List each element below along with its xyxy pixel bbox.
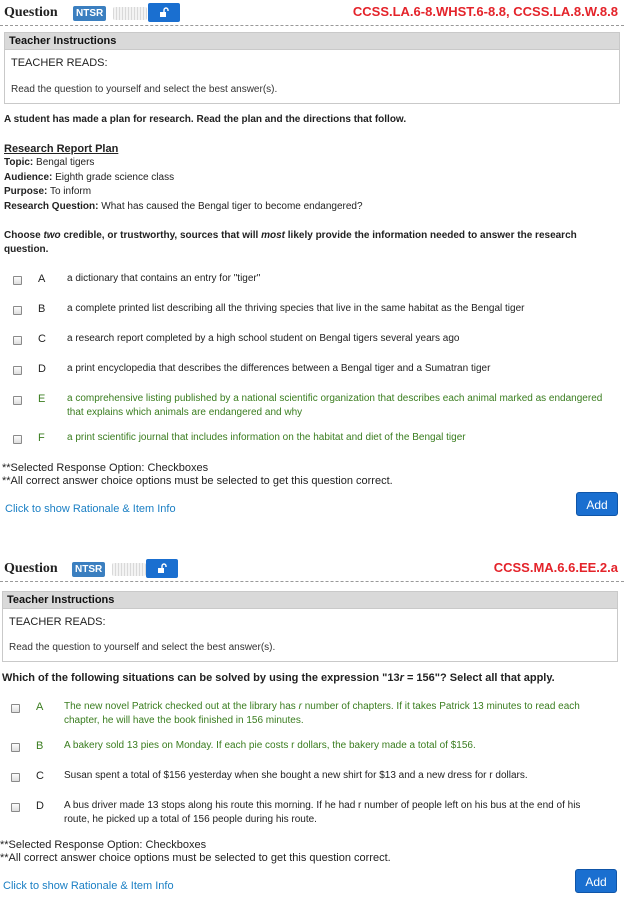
- teacher-text: Read the question to yourself and select the best answer(s).: [9, 642, 276, 653]
- all-correct-note: **All correct answer choice options must be selected to get this question correct.: [2, 475, 393, 487]
- teacher-reads: TEACHER READS:: [9, 616, 106, 628]
- option-text: a comprehensive listing published by a national scientific organization that describes each animal marked as endangered that explains which animals are endangered and why: [67, 393, 603, 418]
- option-letter: E: [38, 393, 46, 405]
- all-correct-note: **All correct answer choice options must be selected to get this question correct.: [0, 852, 391, 864]
- question-header: [0, 0, 624, 26]
- option-text: The new novel Patrick checked out at the library has r number of chapters. If it takes Patrick 13 minutes to read each chapter, he will have the book finished in 156 minutes.: [64, 701, 580, 726]
- plan-research-question: Research Question: What has caused the Bengal tiger to become endangered?: [4, 201, 363, 212]
- option-letter: C: [38, 333, 46, 345]
- teacher-text: Read the question to yourself and select the best answer(s).: [11, 84, 278, 95]
- standard-code: CCSS.LA.6-8.WHST.6-8.8, CCSS.LA.8.W.8.8: [352, 4, 618, 19]
- selected-response-note: **Selected Response Option: Checkboxes: [2, 462, 209, 474]
- option-text: a print encyclopedia that describes the differences between a Bengal tiger and a Sumatran tiger: [67, 363, 491, 374]
- teacher-instructions-header: Teacher Instructions: [3, 592, 617, 609]
- option-text: A bus driver made 13 stops along his route this morning. If he had r number of people left on his bus at the end of his route, he picked up a total of 156 people during his route.: [64, 800, 581, 825]
- checkbox[interactable]: [11, 743, 20, 752]
- rationale-link[interactable]: Click to show Rationale & Item Info: [3, 880, 174, 892]
- teacher-instructions: [4, 32, 620, 104]
- option-text: a print scientific journal that includes information on the habitat and diet of the Bengal tiger: [67, 432, 466, 443]
- teacher-reads: TEACHER READS:: [11, 57, 108, 69]
- unlock-icon: [159, 7, 169, 17]
- plan-audience: Audience: Eighth grade science class: [4, 172, 175, 183]
- option-letter: A: [36, 701, 44, 713]
- checkbox[interactable]: [13, 435, 22, 444]
- option-letter: F: [38, 432, 45, 444]
- option-text: a dictionary that contains an entry for "tiger": [67, 273, 261, 284]
- unlock-button[interactable]: [148, 3, 180, 22]
- standard-code: CCSS.MA.6.6.EE.2.a: [493, 560, 618, 575]
- plan-title: Research Report Plan: [4, 143, 119, 155]
- option-letter: B: [36, 740, 44, 752]
- checkbox[interactable]: [11, 803, 20, 812]
- teacher-instructions-header: Teacher Instructions: [5, 33, 619, 50]
- checkbox[interactable]: [13, 366, 22, 375]
- option-text: a complete printed list describing all the thriving species that live in the same habitat as the Bengal tiger: [67, 303, 525, 314]
- question-title: Question: [4, 561, 58, 576]
- checkbox[interactable]: [13, 306, 22, 315]
- question-header: [0, 556, 624, 582]
- question-title: Question: [4, 5, 58, 20]
- option-text: A bakery sold 13 pies on Monday. If each pie costs r dollars, the bakery made a total of $156.: [64, 740, 476, 751]
- checkbox[interactable]: [13, 396, 22, 405]
- question-prompt: Which of the following situations can be solved by using the expression "13r = 156"? Select all that apply.: [2, 672, 555, 684]
- checkbox[interactable]: [13, 276, 22, 285]
- selected-response-note: **Selected Response Option: Checkboxes: [0, 839, 207, 851]
- plan-purpose: Purpose: To inform: [4, 186, 92, 197]
- option-text: Susan spent a total of $156 yesterday when she bought a new shirt for $13 and a new dress for r dollars.: [64, 770, 528, 781]
- add-button[interactable]: Add: [575, 869, 617, 893]
- intro-text: A student has made a plan for research. Read the plan and the directions that follow.: [4, 114, 407, 125]
- checkbox[interactable]: [13, 336, 22, 345]
- rationale-link[interactable]: Click to show Rationale & Item Info: [5, 503, 176, 515]
- option-letter: D: [36, 800, 44, 812]
- plan-topic: Topic: Bengal tigers: [4, 157, 95, 168]
- ntsr-badge: NTSR: [72, 562, 105, 577]
- option-text: a research report completed by a high school student on Bengal tigers several years ago: [67, 333, 460, 344]
- unlock-button[interactable]: [146, 559, 178, 578]
- teacher-instructions: [2, 591, 618, 662]
- checkbox[interactable]: [11, 773, 20, 782]
- checkbox[interactable]: [11, 704, 20, 713]
- option-letter: B: [38, 303, 46, 315]
- question-panel: [0, 556, 624, 899]
- unlock-icon: [157, 563, 167, 573]
- option-letter: D: [38, 363, 46, 375]
- toggle-track[interactable]: [112, 563, 146, 576]
- option-letter: C: [36, 770, 44, 782]
- option-letter: A: [38, 273, 46, 285]
- add-button[interactable]: Add: [576, 492, 618, 516]
- ntsr-badge: NTSR: [73, 6, 106, 21]
- question-prompt: Choose two credible, or trustworthy, sources that will most likely provide the information needed to answer the research question.: [4, 230, 577, 255]
- toggle-track[interactable]: [113, 7, 147, 20]
